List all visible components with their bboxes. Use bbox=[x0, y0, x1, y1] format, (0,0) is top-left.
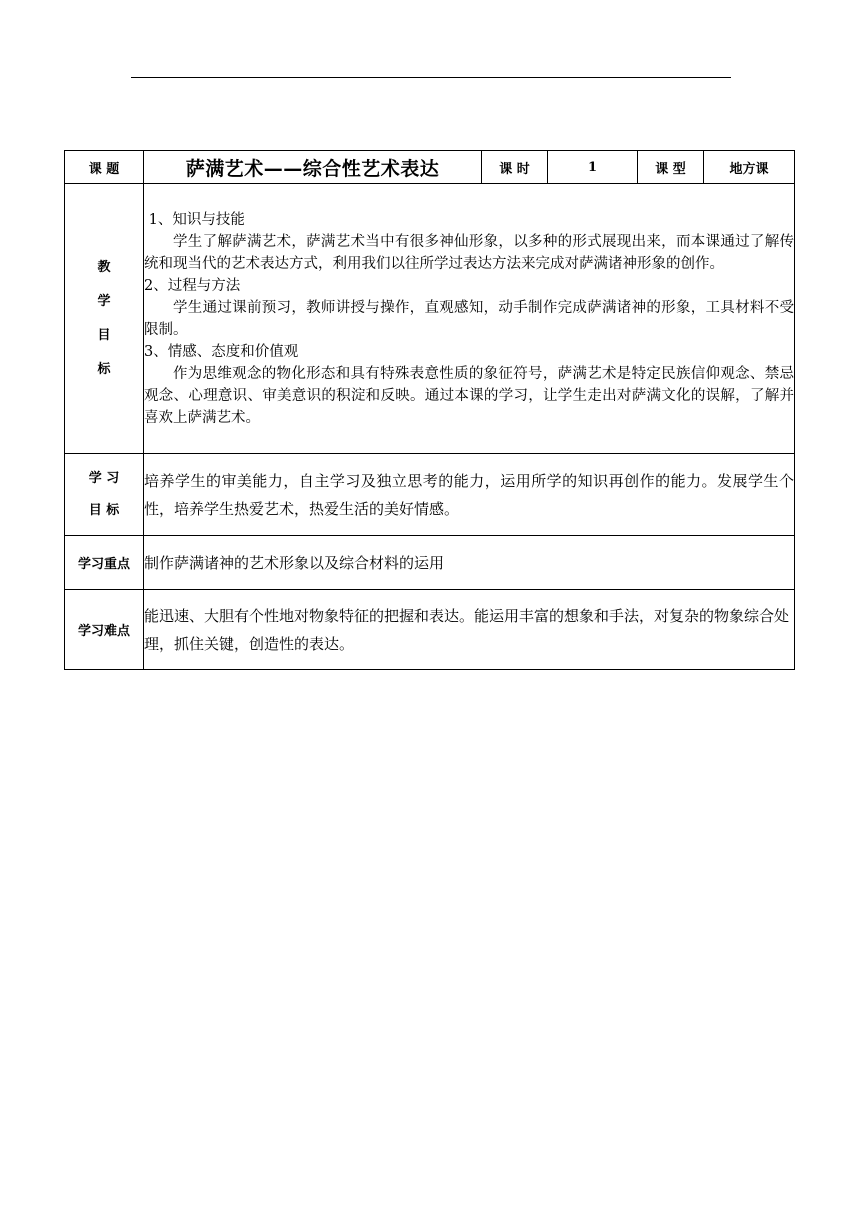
label-line: 学 习 bbox=[88, 470, 120, 486]
lesson-plan-table bbox=[64, 150, 795, 670]
key-points-label: 学习重点 bbox=[65, 536, 144, 590]
key-points-text: 制作萨满诸神的艺术形象以及综合材料的运用 bbox=[144, 536, 795, 590]
type-label: 课 型 bbox=[638, 151, 704, 184]
learning-objectives-row bbox=[65, 454, 795, 536]
label-char: 目 bbox=[97, 327, 111, 343]
header-rule bbox=[131, 77, 731, 78]
topic-label: 课 题 bbox=[65, 151, 144, 184]
hours-label: 课 时 bbox=[482, 151, 548, 184]
label-char: 学 bbox=[97, 293, 111, 309]
lesson-title: 萨满艺术——综合性艺术表达 bbox=[144, 151, 482, 184]
section-text: 作为思维观念的物化形态和具有特殊表意性质的象征符号，萨满艺术是特定民族信仰观念、禁忌观念、心理意识、审美意识的积淀和反映。通过本课的学习，让学生走出对萨满文化的误解，了解并喜欢上萨满艺术。 bbox=[144, 365, 794, 426]
label-line: 目 标 bbox=[88, 502, 120, 518]
teaching-objectives-content bbox=[144, 184, 795, 454]
label-char: 教 bbox=[97, 259, 111, 275]
section-heading: 2、过程与方法 bbox=[144, 277, 241, 294]
header-row bbox=[65, 151, 795, 184]
hours-value: 1 bbox=[548, 151, 638, 184]
difficulties-text: 能迅速、大胆有个性地对物象特征的把握和表达。能运用丰富的想象和手法，对复杂的物象综合处理，抓住关键，创造性的表达。 bbox=[144, 590, 795, 670]
label-char: 标 bbox=[97, 361, 111, 377]
key-points-row bbox=[65, 536, 795, 590]
difficulties-row bbox=[65, 590, 795, 670]
section-text: 学生了解萨满艺术，萨满艺术当中有很多神仙形象，以多种的形式展现出来，而本课通过了解传统和现当代的艺术表达方式，利用我们以往所学过表达方法来完成对萨满诸神形象的创作。 bbox=[144, 233, 794, 272]
teaching-objectives-row bbox=[65, 184, 795, 454]
section-heading: 3、情感、态度和价值观 bbox=[144, 343, 299, 360]
learning-objectives-text: 培养学生的审美能力，自主学习及独立思考的能力，运用所学的知识再创作的能力。发展学生个性，培养学生热爱艺术，热爱生活的美好情感。 bbox=[144, 454, 795, 536]
section-text: 学生通过课前预习，教师讲授与操作，直观感知，动手制作完成萨满诸神的形象，工具材料不受限制。 bbox=[144, 299, 794, 338]
type-value: 地方课 bbox=[704, 151, 795, 184]
section-heading: 1、知识与技能 bbox=[144, 211, 245, 228]
learning-objectives-label bbox=[65, 454, 144, 536]
teaching-objectives-label bbox=[65, 184, 144, 454]
difficulties-label: 学习难点 bbox=[65, 590, 144, 670]
